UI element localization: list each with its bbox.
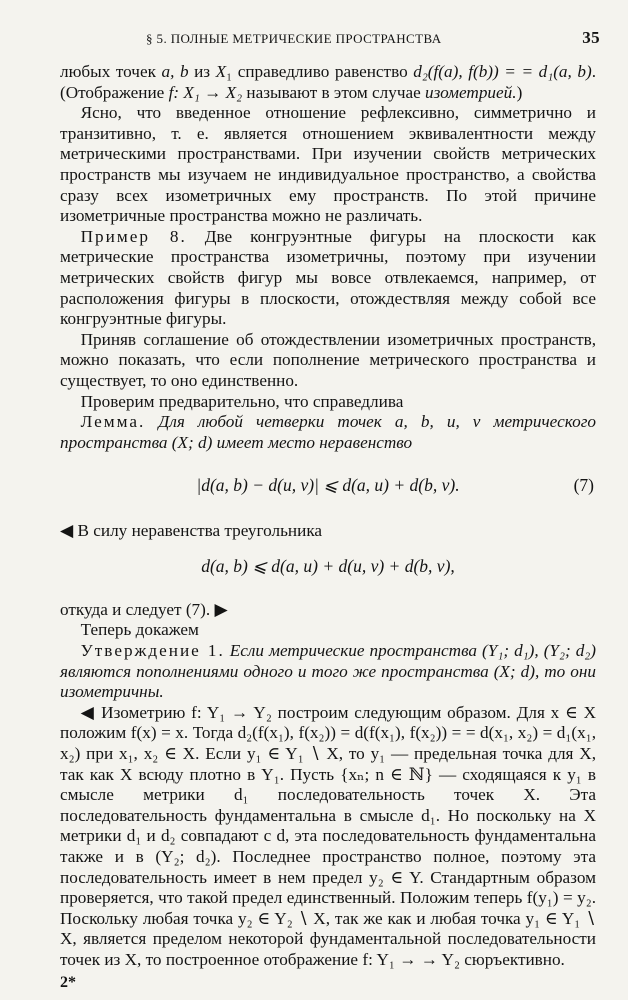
equation-number: (7) [573,475,594,496]
example-label: Пример 8. [80,226,187,246]
text-span: из [188,62,216,81]
text-span: ) [516,82,523,102]
signature-mark: 2* [60,974,76,991]
text-body [60,62,596,971]
lemma-label: Лемма. [80,412,146,432]
triangle-formula [60,556,596,578]
lemma-text: Для любой четверки точек a, b, u, v метрического пространства (X; d) имеет место неравенство [60,412,596,452]
paragraph-continuation [60,62,596,103]
claim-text: Если метрические пространства (Y₁; d₁), (Y₂; d₂) являются пополнениями одного и того же пространства (X; d), то они изометричны. [60,641,596,702]
paragraph-uniqueness: Приняв соглашение об отождествлении изометричных пространств, можно показать, что если пополнение метрического пространства и существует, то оно единственно. [60,329,596,390]
paragraph-example [60,227,596,330]
proof-isometry: ◀ Изометрию f: Y₁ → Y₂ построим следующим образом. Для x ∈ X положим f(x) = x. Тогда d₂(f(x₁), f(x₂)) = d(f(x₁), f(x₂)) = = d(x₁, x₂) = d₁(x₁, x₂) при x₁, x₂ ∈ X. Если y₁ ∈ Y₁ ∖ X, то y₁ — предельная точка для X, так как X всюду плотно в Y₁. Пусть {xₙ; n ∈ ℕ} — сходящаяся к y₁ в смысле метрики d₁ последовательность точек X. Эта последовательность фундаментальна в смысле d₁. Но поскольку на X метрики d₁ и d₂ совпадают с d, эта последовательность фундаментальна также и в (Y₂; d₂). Последнее пространство полное, поэтому эта последовательность имеет в нем предел y₂ ∈ Y. Стандартным образом проверяется, что такой предел единственный. Положим теперь f(y₁) = y₂. Поскольку любая точка y₂ ∈ Y₂ ∖ X, так же как и любая точка y₁ ∈ Y₁ ∖ X, является пределом некоторой фундаментальной последовательности точек из X, то построенное отображение f: Y₁ → → Y₂ сюръективно. [60,702,596,969]
paragraph-equivalence: Ясно, что введенное отношение рефлексивно, симметрично и транзитивно, т. е. является отношением эквивалентности между метрическими пространствами. При изучении свойств метрических пространств мы изучаем не индивидуальное пространство, а свойства сразу всех изометричных ему пространств. По этой причине изометричные пространства можно не различать. [60,103,596,226]
paragraph-now-prove: Теперь докажем [80,620,199,640]
math-span: d₂(f(a), f(b)) = = d₁(a, b) [413,62,592,81]
math-span: a, b [161,62,189,81]
running-header [60,28,600,50]
claim-label: Утверждение 1. [80,641,225,661]
text-span: называют в этом случае [242,82,426,102]
claim [60,641,596,703]
text-span: любых точек [60,62,162,81]
proof-end: откуда и следует (7). ▶ [60,599,228,619]
term-span: изометрией. [425,82,517,102]
page-number: 35 [582,28,600,47]
example-text: Две конгруэнтные фигуры на плоскости как метрические пространства изометричны, поэтому при изучении метрических свойств фигур мы вовсе отвлекаемся, например, от расположения фигуры в плоскости, отождествляя между собой все конгруэнтные фигуры. [60,226,596,329]
text-span: ₁ справедливо равенство [226,62,414,81]
math-span: X [215,62,227,81]
proof-start: ◀ В силу неравенства треугольника [60,521,323,541]
math-span: f: X₁ → X₂ [168,82,243,102]
formula-7 [60,475,596,497]
text-span: . (Отображение [60,62,596,102]
paragraph-check: Проверим предварительно, что справедлива [80,391,404,411]
section-title: § 5. ПОЛНЫЕ МЕТРИЧЕСКИЕ ПРОСТРАНСТВА [146,31,442,46]
triangle-formula-expression: d(a, b) ⩽ d(a, u) + d(u, v) + d(b, v), [201,555,455,576]
lemma [60,412,596,453]
formula-7-expression: |d(a, b) − d(u, v)| ⩽ d(a, u) + d(b, v). [196,475,460,496]
